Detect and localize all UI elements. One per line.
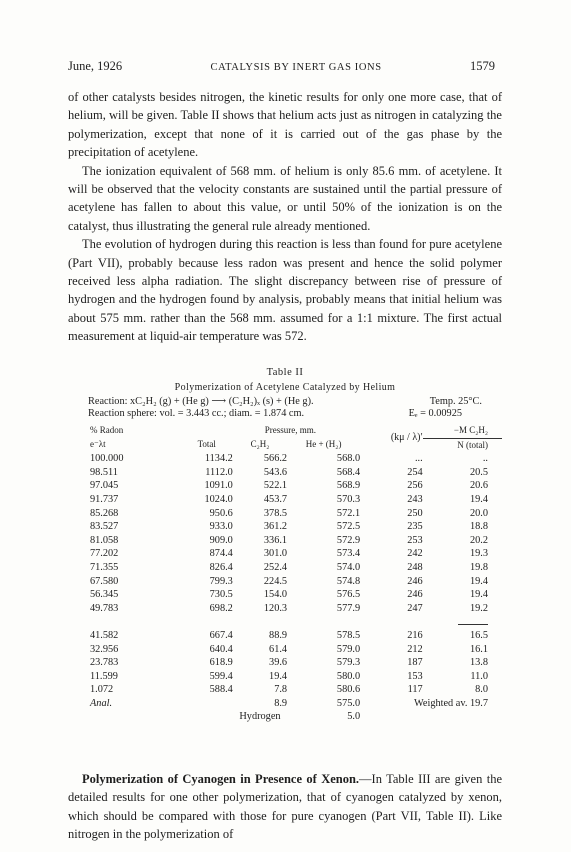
section-heading: Polymerization of Cyanogen in Presence of Xenon.	[82, 772, 360, 786]
table-ii	[68, 367, 502, 724]
reaction-line	[68, 396, 502, 408]
cell-he: 579.3	[336, 657, 361, 669]
table-row	[68, 643, 502, 657]
cell-he: 576.5	[336, 589, 361, 601]
cell-radon: 77.202	[90, 548, 119, 560]
cell-he: 568.4	[336, 466, 361, 478]
cell-k: 246	[407, 589, 423, 601]
cell-m: 18.8	[469, 521, 488, 533]
table-row	[68, 561, 502, 575]
cell-k: 235	[407, 521, 423, 533]
cell-radon: 81.058	[90, 534, 119, 546]
header-title: CATALYSIS BY INERT GAS IONS	[210, 62, 382, 73]
cell-total: 599.4	[209, 670, 233, 682]
cell-he: 568.9	[336, 480, 361, 492]
cell-total: 909.0	[209, 534, 233, 546]
cell-c2h2: 378.5	[263, 507, 288, 519]
cell-total: 1112.0	[205, 466, 233, 478]
table-row	[68, 602, 502, 616]
cell-c2h2: 252.4	[263, 561, 288, 573]
cell-total: 588.4	[209, 684, 233, 696]
cell-c2h2: 154.0	[263, 589, 288, 601]
analysis-row	[68, 697, 502, 711]
cell-radon: 32.956	[90, 643, 119, 655]
running-header	[68, 59, 495, 77]
cell-m: 16.5	[469, 629, 488, 641]
col-m-bottom: N (total)	[423, 438, 502, 452]
table-row	[68, 507, 502, 521]
cell-total: 1024.0	[204, 493, 233, 505]
col-k: (kμ / λ)′	[390, 432, 423, 444]
col-m-top: −M C₂H₂	[453, 425, 488, 435]
table-row	[68, 575, 502, 589]
cell-k: 243	[407, 493, 423, 505]
table-row	[68, 520, 502, 534]
reaction-equation: Reaction: xC₂H₂ (g) + (He g) ⟶ (C₂H₂)ₓ (s) + (He g).	[88, 396, 314, 407]
cell-total: 640.4	[209, 643, 233, 655]
hydrogen-row	[68, 710, 502, 724]
header-date: June, 1926	[68, 59, 123, 73]
header-row-bottom	[68, 438, 502, 452]
cell-total: 667.4	[209, 629, 233, 641]
cell-k: 212	[407, 643, 423, 655]
table-row	[68, 683, 502, 697]
cell-total: 799.3	[209, 575, 233, 587]
cell-he: 580.6	[336, 684, 361, 696]
col-he: He + (H₂)	[305, 439, 342, 450]
cell-m: 19.4	[469, 589, 488, 601]
cell-total: 730.5	[209, 589, 233, 601]
cell-k: 153	[407, 670, 423, 682]
cell-radon: 56.345	[90, 589, 119, 601]
anal-he: 575.0	[336, 697, 361, 709]
cell-radon: 49.783	[90, 602, 119, 614]
col-radon-top: % Radon	[90, 425, 124, 436]
cell-c2h2: 88.9	[269, 629, 288, 641]
cell-m: 20.5	[469, 466, 488, 478]
cell-m: 19.2	[469, 602, 488, 614]
cell-m: 16.1	[469, 643, 488, 655]
cell-c2h2: 39.6	[269, 657, 288, 669]
cell-k: 248	[407, 561, 423, 573]
table-row	[68, 588, 502, 602]
table-label: Table II	[266, 367, 304, 378]
cell-total: 933.0	[209, 521, 233, 533]
cell-he: 580.0	[336, 670, 361, 682]
cell-radon: 11.599	[90, 670, 118, 682]
cell-he: 572.1	[336, 507, 361, 519]
cell-m: 19.4	[469, 493, 488, 505]
anal-label: Anal.	[90, 697, 113, 709]
cell-radon: 100.000	[90, 453, 124, 465]
table-caption: Polymerization of Acetylene Catalyzed by Helium	[174, 382, 396, 393]
cell-he: 570.3	[336, 493, 361, 505]
section-text: —In Table III are given the detailed results for one other polymerization, that of cyanogen catalyzed by xenon, which should be compared with those for pure cyanogen (Part VII, Table II). Like nitrogen in the polymerization of	[68, 772, 502, 842]
cell-k: 242	[407, 548, 423, 560]
cell-he: 574.0	[336, 561, 361, 573]
cell-m: 13.8	[469, 657, 488, 669]
col-c2h2: C₂H₂	[250, 439, 270, 450]
table-row	[68, 493, 502, 507]
paragraph-2: The ionization equivalent of 568 mm. of helium is only 85.6 mm. of acetylene. It will be observed that the velocity constants are sustained until the partial pressure of acetylene has fallen to about this value, or until 50% of the ionization is on the catalyst, thus illustrating the general rule already mentioned.	[68, 163, 502, 233]
table-row	[68, 466, 502, 480]
cell-c2h2: 120.3	[263, 602, 288, 614]
cell-he: 578.5	[336, 629, 361, 641]
cell-m: 20.2	[469, 534, 488, 546]
cell-total: 950.6	[209, 507, 233, 519]
weighted-average: Weighted av. 19.7	[414, 697, 488, 709]
cell-c2h2: 361.2	[263, 521, 288, 533]
page-number: 1579	[470, 59, 495, 73]
cell-radon: 71.355	[90, 561, 119, 573]
cell-k: 250	[407, 507, 423, 519]
cell-he: 568.0	[336, 453, 361, 465]
cell-c2h2: 19.4	[269, 670, 288, 682]
table-row	[68, 534, 502, 548]
cell-m: 19.8	[469, 561, 488, 573]
cell-radon: 1.072	[90, 684, 114, 696]
hydrogen-label: Hydrogen	[239, 711, 281, 723]
cell-c2h2: 61.4	[269, 643, 288, 655]
col-pressure: Pressure, mm.	[264, 425, 316, 436]
cell-k: 216	[407, 629, 423, 641]
body-text	[68, 88, 502, 346]
cell-k: 117	[407, 684, 423, 696]
cell-m: 20.0	[469, 507, 488, 519]
col-total: Total	[197, 439, 216, 450]
gap-row	[68, 615, 502, 629]
cell-m: 11.0	[470, 670, 488, 682]
cell-radon: 41.582	[90, 629, 119, 641]
table-row	[68, 629, 502, 643]
sphere-dimensions: Reaction sphere: vol. = 3.443 cc.; diam. = 1.874 cm.	[88, 408, 305, 419]
cell-radon: 85.268	[90, 507, 119, 519]
section-paragraph	[68, 770, 502, 844]
cell-he: 573.4	[336, 548, 361, 560]
table-row	[68, 670, 502, 684]
header-row-top	[68, 424, 502, 438]
cell-he: 572.5	[336, 521, 361, 533]
cell-total: 618.9	[209, 657, 233, 669]
cell-total: 1134.2	[204, 453, 233, 465]
cell-radon: 23.783	[90, 657, 119, 669]
average-rule	[458, 624, 488, 625]
table-body-tail	[68, 629, 502, 697]
cell-radon: 67.580	[90, 575, 119, 587]
cell-he: 579.0	[336, 643, 361, 655]
cell-c2h2: 301.0	[263, 548, 288, 560]
cell-radon: 97.045	[90, 480, 119, 492]
table-row	[68, 479, 502, 493]
cell-c2h2: 224.5	[263, 575, 288, 587]
col-radon-bottom: e⁻λt	[90, 439, 106, 450]
cell-radon: 91.737	[90, 493, 119, 505]
table-row	[68, 452, 502, 466]
e-value: Eₑ = 0.00925	[408, 408, 462, 419]
cell-m: 20.6	[469, 480, 488, 492]
table-body-main	[68, 452, 502, 615]
cell-he: 572.9	[336, 534, 361, 546]
anal-c2h2: 8.9	[274, 697, 288, 709]
cell-total: 826.4	[209, 561, 233, 573]
cell-k: 256	[407, 480, 423, 492]
hydrogen-value: 5.0	[347, 711, 361, 723]
cell-radon: 98.511	[90, 466, 118, 478]
paragraph-1: of other catalysts besides nitrogen, the kinetic results for only one more case, that of helium, will be given. Table II shows that helium acts just as nitrogen in catalyzing the polymerization, except that none of it is carried out of the gas phase by the precipitation of acetylene.	[68, 90, 502, 160]
cell-m: 19.3	[469, 548, 488, 560]
cell-he: 577.9	[336, 602, 361, 614]
cell-c2h2: 543.6	[263, 466, 288, 478]
cell-c2h2: 453.7	[263, 493, 288, 505]
cell-he: 574.8	[336, 575, 361, 587]
table-row	[68, 656, 502, 670]
cell-k: 246	[407, 575, 423, 587]
cell-total: 1091.0	[204, 480, 233, 492]
cell-m: ..	[482, 453, 488, 465]
table-row	[68, 547, 502, 561]
temperature: Temp. 25°C.	[429, 396, 482, 407]
cell-c2h2: 7.8	[274, 684, 288, 696]
cell-total: 874.4	[209, 548, 233, 560]
paragraph-3: The evolution of hydrogen during this reaction is less than found for pure acetylene (Part VII), probably because less radon was present and hence the solid polymer received less alpha radiation. The slight discrepancy between rise of pressure of hydrogen and the hydrogen found by analysis, probably means that initial helium was about 575 mm. rather than the 568 mm. assumed for a 1:1 mixture. The first actual measurement at liquid-air temperature was 572.	[68, 237, 502, 344]
cell-total: 698.2	[209, 602, 233, 614]
cell-k: 187	[407, 657, 423, 669]
cell-c2h2: 336.1	[263, 534, 288, 546]
cell-c2h2: 566.2	[263, 453, 288, 465]
sphere-line	[68, 408, 502, 420]
cell-k: ...	[414, 453, 423, 465]
cell-k: 254	[407, 466, 423, 478]
cell-k: 247	[407, 602, 423, 614]
cell-k: 253	[407, 534, 423, 546]
cell-m: 19.4	[469, 575, 488, 587]
cell-c2h2: 522.1	[263, 480, 288, 492]
data-table	[68, 424, 502, 724]
cell-m: 8.0	[475, 684, 488, 696]
cell-radon: 83.527	[90, 521, 119, 533]
